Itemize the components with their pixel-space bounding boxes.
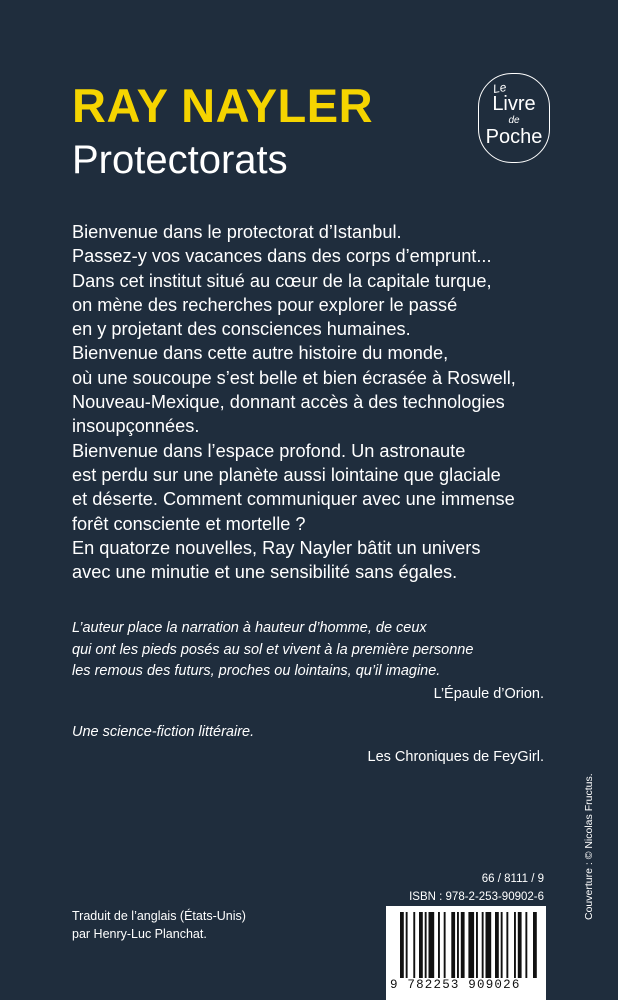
blurb-line: où une soucoupe s’est belle et bien écrasée à Roswell, [72, 367, 516, 388]
logo-text-poche: Poche [485, 126, 543, 148]
barcode-bar [482, 912, 484, 978]
blurb-line: en y projetant des consciences humaines. [72, 319, 411, 340]
blurb-line: avec une minutie et une sensibilité sans égales. [72, 562, 458, 583]
barcode-bar [429, 912, 435, 978]
barcode [386, 906, 546, 1000]
blurb-line: on mène des recherches pour explorer le passé [72, 294, 458, 315]
barcode-bar [468, 912, 474, 978]
logo-text-livre: Livre [492, 93, 536, 115]
translator-line: Traduit de l’anglais (États-Unis) [72, 909, 246, 923]
barcode-bar [400, 912, 404, 978]
blurb-line: Bienvenue dans l’espace profond. Un astronaute [72, 440, 466, 461]
barcode-bar [486, 912, 492, 978]
author-name: RAY NAYLER [72, 79, 374, 132]
blurb-line: Passez-y vos vacances dans des corps d’emprunt... [72, 246, 492, 267]
barcode-bar [444, 912, 446, 978]
blurb-line: Nouveau-Mexique, donnant accès à des technologies [72, 392, 505, 413]
barcode-bar [457, 912, 459, 978]
book-blurb [72, 220, 572, 584]
barcode-bar [406, 912, 408, 978]
book-title: Protectorats [72, 138, 288, 182]
quote-source-feygirl: Les Chroniques de FeyGirl. [367, 749, 544, 765]
blurb-line: insoupçonnées. [72, 416, 200, 437]
barcode-bar [533, 912, 537, 978]
logo-text-de: de [508, 115, 520, 126]
review-quote-feygirl: Une science-fiction littéraire. [72, 724, 255, 740]
barcode-digits: 9 782253 909026 [390, 978, 521, 992]
barcode-bar [495, 912, 499, 978]
barcode-bar [514, 912, 516, 978]
barcode-bar [525, 912, 527, 978]
barcode-bar [518, 912, 522, 978]
barcode-bar [501, 912, 503, 978]
blurb-line: est perdu sur une planète aussi lointaine que glaciale [72, 464, 501, 485]
quote-line: qui ont les pieds posés au sol et vivent à la première personne [72, 641, 474, 658]
barcode-bar [425, 912, 427, 978]
blurb-line: forêt consciente et mortelle ? [72, 513, 306, 534]
book-codes [409, 870, 544, 906]
quote-line: les remous des futurs, proches ou lointains, qu’il imagine. [72, 663, 441, 679]
isbn: ISBN : 978-2-253-90902-6 [409, 891, 544, 903]
catalog-code: 66 / 8111 / 9 [481, 873, 544, 885]
barcode-bar [419, 912, 423, 978]
barcode-bar [451, 912, 455, 978]
publisher-logo [478, 73, 550, 163]
blurb-line: et déserte. Comment communiquer avec une immense [72, 489, 515, 510]
blurb-line: Bienvenue dans le protectorat d’Istanbul. [72, 222, 402, 242]
barcode-bar [438, 912, 440, 978]
quote-line: L’auteur place la narration à hauteur d’homme, de ceux [72, 620, 427, 636]
barcode-bar [506, 912, 508, 978]
quote-source-orion: L’Épaule d’Orion. [433, 686, 544, 702]
blurb-line: En quatorze nouvelles, Ray Nayler bâtit un univers [72, 537, 481, 558]
barcode-bars [386, 912, 546, 978]
blurb-line: Bienvenue dans cette autre histoire du monde, [72, 343, 449, 364]
translator-line: par Henry-Luc Planchat. [72, 927, 207, 941]
cover-credit: Couverture : © Nicolas Fructus. [583, 773, 595, 920]
review-quote-orion [72, 618, 552, 683]
blurb-line: Dans cet institut situé au cœur de la capitale turque, [72, 270, 492, 291]
logo-text-le: Le [491, 79, 508, 97]
barcode-bar [461, 912, 465, 978]
barcode-bar [476, 912, 478, 978]
barcode-bar [413, 912, 415, 978]
translator-credit [72, 907, 246, 943]
